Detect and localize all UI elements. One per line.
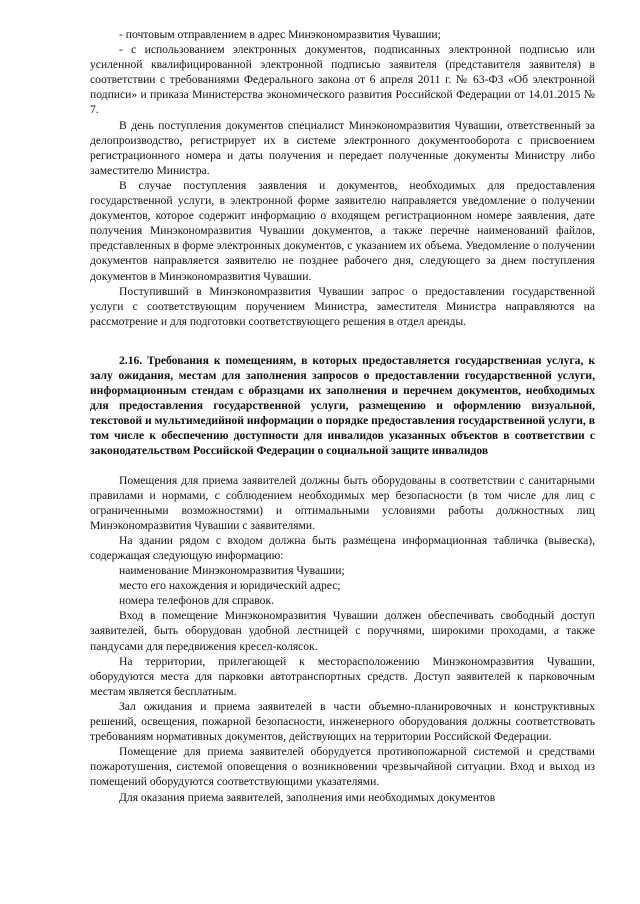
section-heading-2-16: 2.16. Требования к помещениям, в которых предоставляется государственная услуга, к залу ожидания, местам для заполнения запросов о предоставлении государственной услуги, информационным стендам с образцами их заполнения и перечнем документов, необходимых для предоставления государственной услуги, размещению и оформлению визуальной, текстовой и мультимедийной информации о порядке предоставления государственной услуги, в том числе к обеспечению доступности для инвалидов указанных объектов в соответствии с законодательством Российской Федерации о социальной защите инвалидов <box>90 353 595 458</box>
paragraph-postal: - почтовым отправлением в адрес Минэкономразвития Чувашии; <box>119 28 441 41</box>
paragraph-registration-day: В день поступления документов специалист Минэкономразвития Чувашии, ответственный за делопроизводство, регистрирует их в системе электронного документооборота с присвоением регистрационного номера и даты получения и передает полученные документы Министру либо заместителю Министра. <box>90 118 595 177</box>
paragraph-premises-equipment: Помещения для приема заявителей должны быть оборудованы в соответствии с санитарными правилами и нормами, с соблюдением необходимых мер безопасности (в том числе для лиц с ограниченными возможностями) и оптимальными условиями работы должностных лиц Минэкономразвития Чувашии с заявителями. <box>90 473 595 532</box>
list-item-address: место его нахождения и юридический адрес; <box>119 579 341 593</box>
paragraph-parking: На территории, прилегающей к месторасположению Минэкономразвития Чувашии, оборудуются места для парковки автотранспортных средств. Доступ заявителей к парковочным местам является бесплатным. <box>90 654 595 698</box>
paragraph-entrance-access: Вход в помещение Минэкономразвития Чувашии должен обеспечивать свободный доступ заявителей, быть оборудован удобной лестницей с поручнями, широкими проходами, а также пандусами для передвижения кресел-колясок. <box>90 609 595 653</box>
document-page <box>90 27 595 805</box>
paragraph-waiting-hall: Зал ожидания и приема заявителей в части объемно-планировочных и конструктивных решений, освещения, пожарной безопасности, инженерного оборудования должны соответствовать требованиям нормативных документов, действующих на территории Российской Федерации. <box>90 699 595 744</box>
list-item-name: наименование Минэкономразвития Чувашии; <box>119 564 345 578</box>
paragraph-fire-safety: Помещение для приема заявителей оборудуется противопожарной системой и средствами пожаротушения, системой оповещения о возникновении чрезвычайной ситуации. Вход и выход из помещений оборудуются соответствующими указателями. <box>90 745 595 789</box>
list-item-phones: номера телефонов для справок. <box>119 594 275 608</box>
paragraph-reception-cutoff: Для оказания приема заявителей, заполнения ими необходимых документов <box>119 790 496 804</box>
paragraph-request-routing: Поступивший в Минэкономразвития Чувашии запрос о предоставлении государственной услуги с соответствующим поручением Министра, заместителя Министра направляются на рассмотрение и для подготовки соответствующего решения в отдел аренды. <box>90 284 595 328</box>
paragraph-electronic-documents: - с использованием электронных документов, подписанных электронной подписью или усиленной квалифицированной электронной подписью заявителя (представителя заявителя) в соответствии с требованиями Федерального закона от 6 апреля 2011 г. № 63-ФЗ «Об электронной подписи» и приказа Министерства экономического развития Российской Федерации от 14.01.2015 № 7. <box>90 43 595 117</box>
paragraph-electronic-notification: В случае поступления заявления и документов, необходимых для предоставления государственной услуги, в электронной форме заявителю направляется уведомление о получении документов, которое содержит информацию о входящем регистрационном номере заявления, дате получения Минэкономразвития Чувашии документов, а также перечне наименований файлов, представленных в форме электронных документов, с указанием их объема. Уведомление о получении документов направляется заявителю не позднее рабочего дня, следующего за днем поступления документов в Минэкономразвития Чувашии. <box>90 178 595 283</box>
paragraph-info-sign: На здании рядом с входом должна быть размещена информационная табличка (вывеска), содержащая следующую информацию: <box>90 533 595 562</box>
